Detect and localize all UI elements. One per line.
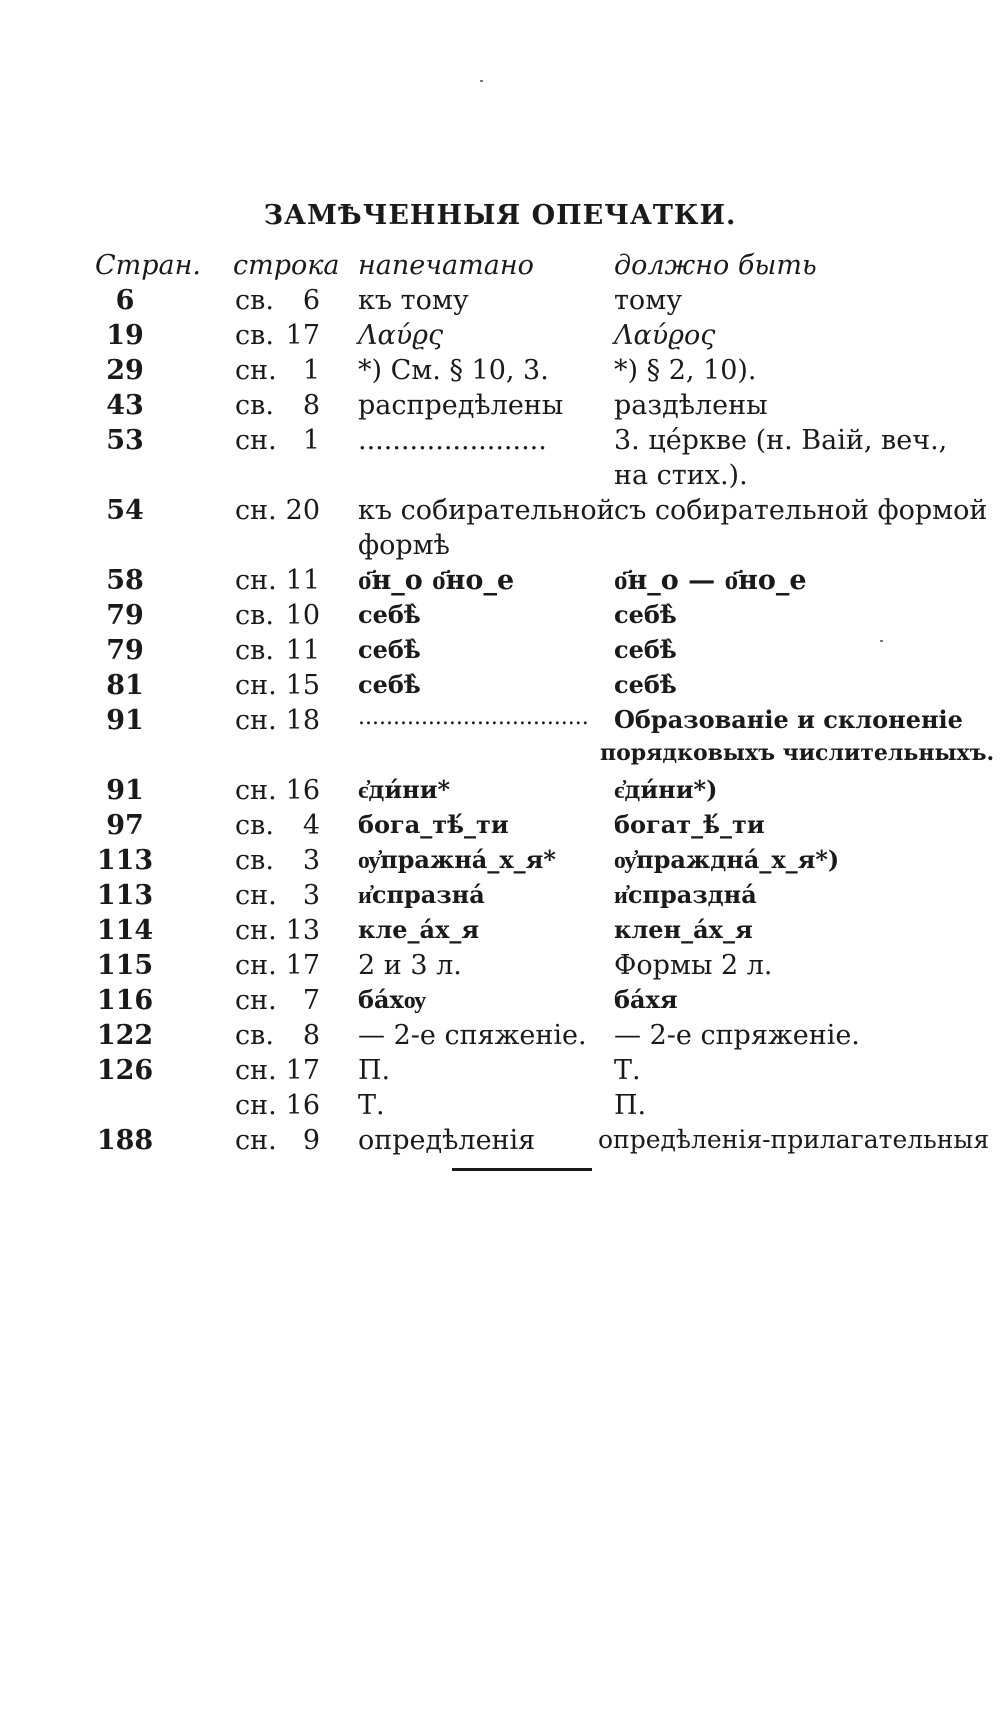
line-position: св. [235, 1020, 274, 1051]
page-number: 113 [96, 880, 154, 911]
line-position: сн. [235, 880, 277, 911]
table-row [0, 1055, 1000, 1089]
correct-text: Λαύϱος [614, 320, 716, 351]
line-position: сн. [235, 1125, 277, 1156]
correct-text: П. [614, 1090, 647, 1121]
correct-text: Образованіе и склоненіе [614, 705, 963, 734]
line-number: 1 [302, 355, 320, 386]
page-number: 19 [106, 320, 144, 351]
header-correct: должно быть [614, 250, 817, 281]
printed-text: опредѣленія [358, 1125, 536, 1156]
printed-text: П. [358, 1055, 391, 1086]
line-number: 10 [285, 600, 320, 631]
correct-text: опредѣленія-прилагательныя [598, 1125, 990, 1154]
table-row-continuation [0, 460, 1000, 494]
page-number: 116 [96, 985, 154, 1016]
printed-text: распредѣлены [358, 390, 564, 421]
page-number: 54 [106, 495, 144, 526]
printed-text: *) См. § 10, 3. [358, 355, 549, 386]
page-title: ЗАМѢЧЕННЫЯ ОПЕЧАТКИ. [263, 200, 737, 231]
correct-text: себѣ̀ [614, 635, 677, 664]
page-number: 114 [96, 915, 154, 946]
line-number: 15 [285, 670, 320, 701]
page-number: 91 [106, 705, 144, 736]
correct-text: — 2-е спряженіе. [614, 1020, 860, 1051]
printed-text: 2 и 3 л. [358, 950, 462, 981]
printed-text: ................................. [358, 705, 589, 730]
printed-text: къ тому [358, 285, 469, 316]
table-row [0, 705, 1000, 739]
line-position: св. [235, 845, 274, 876]
line-position: св. [235, 635, 274, 666]
page-number: 97 [106, 810, 144, 841]
line-position: сн. [235, 950, 277, 981]
line-position: сн. [235, 705, 277, 736]
correct-text: богат_ѣ́_ти [614, 810, 765, 839]
table-row [0, 985, 1000, 1019]
line-number: 9 [302, 1125, 320, 1156]
page-number: 113 [96, 845, 154, 876]
correct-text: 3. це́ркве (н. Ваій, веч., [614, 425, 948, 456]
printed-text: себѣ̀ [358, 600, 421, 629]
printed-text: и҆спразна́ [358, 880, 485, 909]
line-number: 17 [285, 950, 320, 981]
line-number: 11 [285, 635, 320, 666]
table-row [0, 425, 1000, 459]
line-number: 16 [285, 1090, 320, 1121]
paper-speck [480, 80, 483, 82]
table-row [0, 565, 1000, 599]
page-number: 79 [106, 600, 144, 631]
correct-text: себѣ̀ [614, 670, 677, 699]
line-number: 16 [285, 775, 320, 806]
correct-text: ѹ҆праждна́_х_я*) [614, 845, 840, 874]
correct-text: ба́хя [614, 985, 678, 1014]
printed-text: себѣ̀ [358, 670, 421, 699]
line-position: сн. [235, 985, 277, 1016]
line-position: св. [235, 390, 274, 421]
page-number: 115 [96, 950, 154, 981]
table-row [0, 950, 1000, 984]
header-printed: напечатано [358, 250, 534, 281]
line-number: 3 [302, 845, 320, 876]
line-position: сн. [235, 1055, 277, 1086]
header-line: строка [233, 250, 340, 281]
page-number: 43 [106, 390, 144, 421]
table-row [0, 915, 1000, 949]
correct-text: клен_а́х_я [614, 915, 753, 944]
table-row [0, 775, 1000, 809]
correct-text: о҃н_о — о҃но_е [614, 565, 807, 596]
line-position: св. [235, 810, 274, 841]
line-number: 4 [302, 810, 320, 841]
line-position: сн. [235, 915, 277, 946]
printed-text: — 2-е спяженіе. [358, 1020, 587, 1051]
printed-text: кле_а́х_я [358, 915, 480, 944]
printed-text-continued: формѣ [358, 530, 450, 561]
correct-text: *) § 2, 10). [614, 355, 757, 386]
table-row [0, 285, 1000, 319]
table-row-continuation [0, 740, 1000, 774]
correct-text: съ собирательной формой [614, 495, 988, 526]
table-row [0, 810, 1000, 844]
correct-text: тому [614, 285, 683, 316]
table-row-continuation [0, 530, 1000, 564]
line-position: сн. [235, 775, 277, 806]
printed-text: Λαύϱς [358, 320, 444, 351]
table-row [0, 320, 1000, 354]
correct-text: є҆ди́ни*) [614, 775, 718, 804]
table-row [0, 600, 1000, 634]
line-number: 17 [285, 320, 320, 351]
printed-text: къ собирательной [358, 495, 615, 526]
line-position: св. [235, 600, 274, 631]
printed-text: о҃н_о о҃но_е [358, 565, 515, 596]
table-row [0, 635, 1000, 669]
table-row [0, 880, 1000, 914]
line-number: 18 [285, 705, 320, 736]
line-number: 6 [302, 285, 320, 316]
page-number: 79 [106, 635, 144, 666]
page-number: 81 [106, 670, 144, 701]
page-number: 188 [96, 1125, 154, 1156]
printed-text: себѣ̀ [358, 635, 421, 664]
line-position: св. [235, 285, 274, 316]
correct-text: себѣ̀ [614, 600, 677, 629]
printed-text: є҆ди́ни* [358, 775, 451, 804]
table-row [0, 495, 1000, 529]
line-number: 3 [302, 880, 320, 911]
printed-text: бога_тѣ́_ти [358, 810, 509, 839]
table-row [0, 670, 1000, 704]
table-row [0, 355, 1000, 389]
page-number: 58 [106, 565, 144, 596]
line-position: сн. [235, 565, 277, 596]
table-row [0, 1020, 1000, 1054]
line-position: сн. [235, 495, 277, 526]
page-number: 91 [106, 775, 144, 806]
correct-text: и҆спраздна́ [614, 880, 757, 909]
line-number: 7 [302, 985, 320, 1016]
page-number: 29 [106, 355, 144, 386]
page-number: 53 [106, 425, 144, 456]
line-position: сн. [235, 1090, 277, 1121]
printed-text: ба́хѹ [358, 985, 426, 1014]
line-number: 8 [302, 1020, 320, 1051]
line-number: 17 [285, 1055, 320, 1086]
table-row [0, 1125, 1000, 1159]
line-position: сн. [235, 670, 277, 701]
correct-text: Т. [614, 1055, 641, 1086]
correct-text: Формы 2 л. [614, 950, 773, 981]
header-page: Стран. [95, 250, 202, 281]
correct-text: раздѣлены [614, 390, 768, 421]
line-number: 20 [285, 495, 320, 526]
page-number: 126 [96, 1055, 154, 1086]
line-number: 8 [302, 390, 320, 421]
line-number: 11 [285, 565, 320, 596]
table-row [0, 845, 1000, 879]
printed-text: ѹ҆пражна́_х_я* [358, 845, 556, 874]
line-position: сн. [235, 425, 277, 456]
line-position: св. [235, 320, 274, 351]
printed-text: ...................... [358, 425, 547, 456]
line-number: 1 [302, 425, 320, 456]
printed-text: Т. [358, 1090, 385, 1121]
correct-text-continued: порядковыхъ числительныхъ. [600, 740, 995, 766]
line-number: 13 [285, 915, 320, 946]
closing-rule [452, 1168, 592, 1171]
table-row [0, 390, 1000, 424]
table-row [0, 1090, 1000, 1124]
page-number: 6 [115, 285, 135, 316]
correct-text-continued: на стих.). [614, 460, 748, 491]
page-number: 122 [96, 1020, 154, 1051]
line-position: сн. [235, 355, 277, 386]
